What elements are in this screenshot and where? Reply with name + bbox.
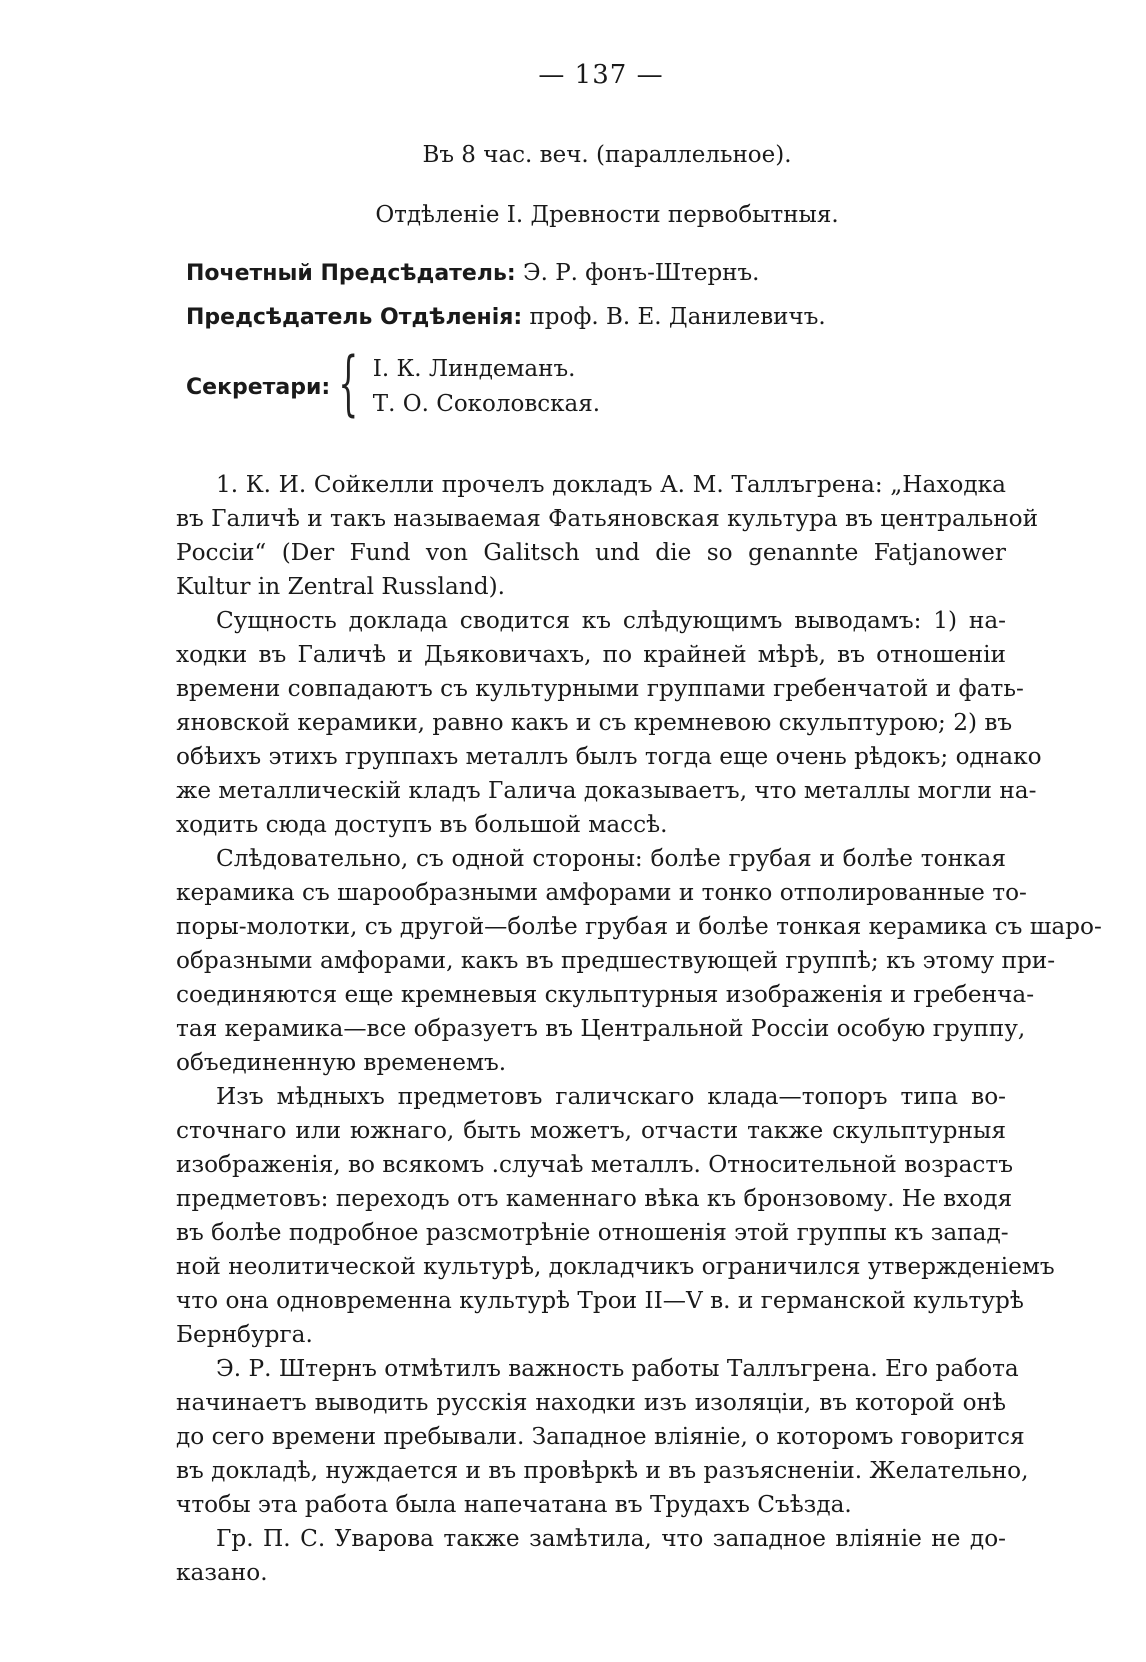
- paragraph: [176, 842, 1102, 1080]
- text-line: соединяются еще кремневыя скульптурныя изображенія и гребенча-: [176, 981, 1035, 1008]
- text-line: изображенія, во всякомъ .случаѣ металлъ. Относительной возрастъ: [176, 1151, 1013, 1178]
- paragraph: [176, 1522, 1006, 1590]
- text-line: казано.: [176, 1559, 268, 1586]
- brace-glyph: {: [338, 342, 359, 424]
- text-line-content: Изъ мѣдныхъ предметовъ галичскаго клада—топоръ типа во-: [216, 1083, 1006, 1110]
- paragraph: [176, 1352, 1029, 1522]
- paragraph: [176, 604, 1042, 842]
- page-number: — 137 —: [538, 60, 664, 90]
- secretaries-label: Секретари:: [186, 374, 331, 400]
- honorary-chair-name: Э. Р. фонъ-Штернъ.: [522, 260, 760, 286]
- text-line: [176, 1522, 1006, 1556]
- chair-label: Предсѣдатель Отдѣленія:: [186, 305, 523, 330]
- text-line: Бернбурга.: [176, 1321, 313, 1348]
- text-line: поры-молотки, съ другой—болѣе грубая и болѣе тонкая керамика съ шаро-: [176, 913, 1102, 940]
- text-line: ходки въ Галичѣ и Дьяковичахъ, по крайней мѣрѣ, въ отношеніи: [176, 641, 1006, 668]
- secretary-name: I. К. Линдеманъ.: [372, 356, 576, 382]
- text-line: чтобы эта работа была напечатана въ Трудахъ Съѣзда.: [176, 1491, 852, 1518]
- text-line: [176, 468, 1006, 502]
- secretary-name: Т. О. Соколовская.: [372, 391, 601, 417]
- text-line: въ Галичѣ и такъ называемая Фатьяновская культура въ центральной: [176, 505, 1039, 532]
- text-line: объединенную временемъ.: [176, 1049, 507, 1076]
- document-page: [176, 60, 1102, 1590]
- text-line: [176, 1352, 1019, 1386]
- text-line: въ болѣе подробное разсмотрѣніе отношенія этой группы къ запад-: [176, 1219, 1009, 1246]
- session-heading: Въ 8 час. веч. (параллельное).: [422, 142, 792, 168]
- text-line: [176, 604, 1006, 638]
- chair-line: [186, 304, 1006, 330]
- honorary-chair-line: [186, 260, 1006, 286]
- body-text: [176, 468, 1102, 1590]
- text-line: образными амфорами, какъ въ предшествующей группѣ; къ этому при-: [176, 947, 1056, 974]
- text-line: до сего времени пребывали. Западное вліяніе, о которомъ говорится: [176, 1423, 1025, 1450]
- text-line-content: 1. К. И. Сойкелли прочелъ докладъ А. М. Таллъгрена: „Находка: [216, 471, 1006, 498]
- text-line: Kultur in Zentral Russland).: [176, 573, 505, 600]
- secretaries-names: [373, 352, 600, 422]
- text-line: времени совпадаютъ съ культурными группами гребенчатой и фать-: [176, 675, 1024, 702]
- secretaries-block: [186, 342, 1006, 426]
- text-line: же металлическій кладъ Галича доказываетъ, что металлы могли на-: [176, 777, 1037, 804]
- text-line: керамика съ шарообразными амфорами и тонко отполированные то-: [176, 879, 1027, 906]
- honorary-chair-label: Почетный Предсѣдатель:: [186, 261, 516, 286]
- text-line: [176, 842, 1006, 876]
- text-line: обѣихъ этихъ группахъ металлъ былъ тогда еще очень рѣдокъ; однако: [176, 743, 1042, 770]
- text-line: начинаетъ выводить русскія находки изъ изоляціи, въ которой онѣ: [176, 1389, 1006, 1416]
- paragraph: [176, 1080, 1055, 1352]
- text-line-content: Э. Р. Штернъ отмѣтилъ важность работы Таллъгрена. Его работа: [216, 1355, 1019, 1382]
- text-line: что она одновременна культурѣ Трои II—V в. и германской культурѣ: [176, 1287, 1024, 1314]
- section-heading: Отдѣленіе I. Древности первобытныя.: [375, 202, 839, 228]
- text-line: [176, 1080, 1006, 1114]
- text-line-content: Сущность доклада сводится къ слѣдующимъ выводамъ: 1) на-: [216, 607, 1006, 634]
- text-line: ной неолитической культурѣ, докладчикъ ограничился утвержденіемъ: [176, 1253, 1055, 1280]
- paragraph: [176, 468, 1039, 604]
- text-line: тая керамика—все образуетъ въ Центральной Россіи особую группу,: [176, 1015, 1026, 1042]
- text-line: предметовъ: переходъ отъ каменнаго вѣка къ бронзовому. Не входя: [176, 1185, 1013, 1212]
- text-line: ходить сюда доступъ въ большой массѣ.: [176, 811, 668, 838]
- text-line: сточнаго или южнаго, быть можетъ, отчасти также скульптурныя: [176, 1117, 1006, 1144]
- text-line: Россіи“ (Der Fund von Galitsch und die so genannte Fatjanower: [176, 539, 1006, 566]
- text-line: яновской керамики, равно какъ и съ кремневою скульптурою; 2) въ: [176, 709, 1013, 736]
- text-line-content: Слѣдовательно, съ одной стороны: болѣе грубая и болѣе тонкая: [216, 845, 1006, 872]
- text-line: въ докладѣ, нуждается и въ провѣркѣ и въ разъясненіи. Желательно,: [176, 1457, 1029, 1484]
- chair-name: проф. В. Е. Данилевичъ.: [529, 304, 826, 330]
- text-line-content: Гр. П. С. Уварова также замѣтила, что западное вліяніе не до-: [216, 1525, 1006, 1552]
